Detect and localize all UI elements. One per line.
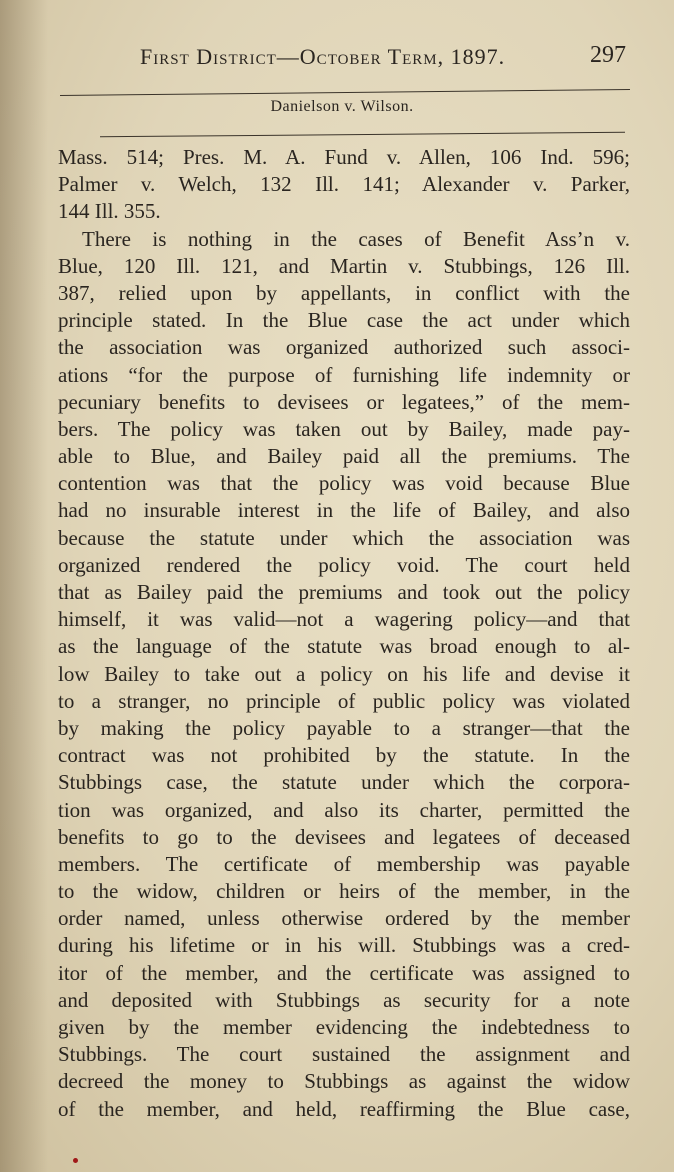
text-line: pecuniary benefits to devisees or legatees,” of the mem- bbox=[58, 389, 630, 414]
running-head bbox=[140, 42, 630, 74]
running-head-title: First District—October Term, 1897. bbox=[140, 44, 506, 69]
text-line: and deposited with Stubbings as security for a note bbox=[58, 987, 630, 1012]
text-line: itor of the member, and the certificate was assigned to bbox=[58, 960, 630, 985]
header-rule-bottom bbox=[100, 132, 625, 138]
page-number: 297 bbox=[590, 42, 626, 68]
text-line: given by the member evidencing the indebtedness to bbox=[58, 1015, 630, 1039]
text-line: himself, it was valid—not a wagering policy—and that bbox=[58, 607, 630, 632]
header-rule-top bbox=[60, 89, 630, 96]
text-line: principle stated. In the Blue case the act under which bbox=[58, 308, 630, 333]
text-line: 387, relied upon by appellants, in conflict with the bbox=[58, 280, 630, 305]
text-line: organized rendered the policy void. The court held bbox=[58, 552, 630, 577]
text-line: Stubbings case, the statute under which the corpora- bbox=[58, 770, 630, 795]
text-line: as the language of the statute was broad enough to al- bbox=[58, 634, 630, 659]
text-line: ations “for the purpose of furnishing life indemnity or bbox=[58, 362, 630, 387]
text-line: Mass. 514; Pres. M. A. Fund v. Allen, 106 Ind. 596; bbox=[58, 145, 630, 169]
text-line: bers. The policy was taken out by Bailey, made pay- bbox=[58, 416, 630, 441]
text-line: order named, unless otherwise ordered by the member bbox=[58, 906, 630, 931]
text-line: There is nothing in the cases of Benefit Ass’n v. bbox=[82, 226, 630, 251]
text-line: Stubbings. The court sustained the assignment and bbox=[58, 1042, 630, 1067]
text-line: tion was organized, and also its charter, permitted the bbox=[58, 797, 630, 822]
text-line: decreed the money to Stubbings as against the widow bbox=[58, 1069, 630, 1094]
text-line: able to Blue, and Bailey paid all the premiums. The bbox=[58, 444, 630, 469]
text-line: contention was that the policy was void because Blue bbox=[58, 471, 630, 496]
text-line: of the member, and held, reaffirming the Blue case, bbox=[58, 1096, 630, 1121]
text-line: benefits to go to the devisees and legatees of deceased bbox=[58, 824, 630, 849]
text-line: to a stranger, no principle of public policy was violated bbox=[58, 688, 630, 713]
body-text bbox=[58, 144, 630, 1123]
text-line: the association was organized authorized such associ- bbox=[58, 335, 630, 360]
text-line: during his lifetime or in his will. Stubbings was a cred- bbox=[58, 933, 630, 958]
text-line: to the widow, children or heirs of the member, in the bbox=[58, 879, 630, 904]
text-line: Palmer v. Welch, 132 Ill. 141; Alexander v. Parker, bbox=[58, 172, 630, 197]
text-line: by making the policy payable to a stranger—that the bbox=[58, 715, 630, 740]
text-line: contract was not prohibited by the statute. In the bbox=[58, 743, 630, 768]
text-line: had no insurable interest in the life of Bailey, and also bbox=[58, 498, 630, 523]
text-line: 144 Ill. 355. bbox=[58, 199, 161, 224]
case-name: Danielson v. Wilson. bbox=[270, 98, 414, 115]
text-line: low Bailey to take out a policy on his life and devise it bbox=[58, 661, 630, 686]
text-line: members. The certificate of membership was payable bbox=[58, 851, 630, 876]
page-gutter-shadow bbox=[0, 0, 48, 1172]
text-line: that as Bailey paid the premiums and took out the policy bbox=[58, 580, 630, 604]
text-line: Blue, 120 Ill. 121, and Martin v. Stubbings, 126 Ill. bbox=[58, 253, 630, 278]
ink-mark bbox=[73, 1158, 78, 1163]
text-line: because the statute under which the association was bbox=[58, 525, 630, 550]
